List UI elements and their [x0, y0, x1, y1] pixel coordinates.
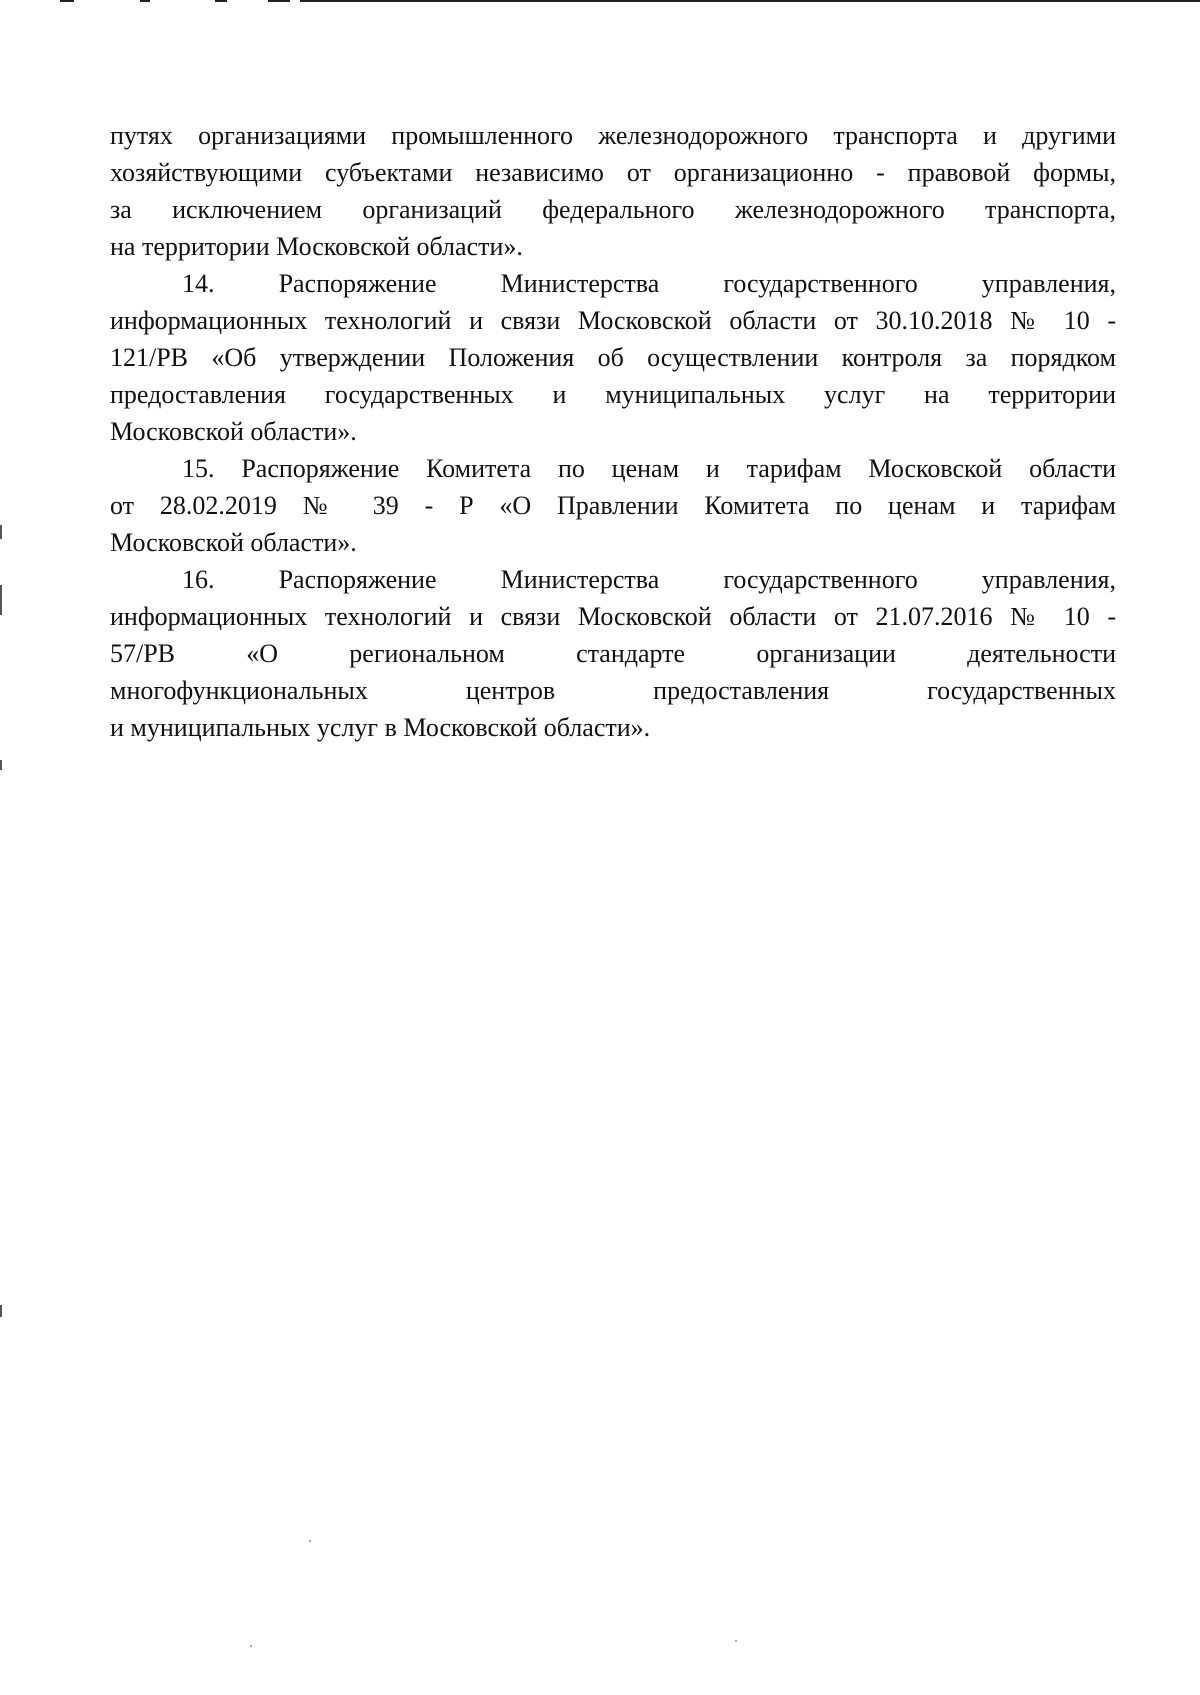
scan-edge-mark [0, 760, 2, 770]
scan-edge-line [140, 0, 150, 2]
scan-edge-line [60, 0, 74, 2]
text-line: от 28.02.2019 № 39 - Р «О Правлении Комитета по ценам и тарифам [110, 491, 1116, 520]
text-line: хозяйствующими субъектами независимо от организационно - правовой формы, [110, 158, 1116, 187]
scan-edge-mark [0, 1305, 2, 1317]
scan-edge-line [268, 0, 290, 2]
list-item-15-heading: 15. Распоряжение Комитета по ценам и тарифам Московской области [182, 454, 1116, 483]
text-line: информационных технологий и связи Московской области от 21.07.2016 № 10 - [110, 602, 1116, 631]
document-body [110, 117, 1116, 746]
text-line: Московской области». [110, 528, 357, 557]
text-line: многофункциональных центров предоставления государственных [110, 676, 1116, 705]
text-line: 121/РВ «Об утверждении Положения об осуществлении контроля за порядком [110, 343, 1116, 372]
text-line: Московской области». [110, 417, 357, 446]
list-item-16-heading: 16. Распоряжение Министерства государственного управления, [182, 565, 1116, 594]
list-item-14-heading: 14. Распоряжение Министерства государственного управления, [182, 269, 1116, 298]
text-line: на территории Московской области». [110, 232, 523, 261]
scan-edge-mark [0, 585, 2, 615]
scan-edge-line [300, 0, 1200, 2]
text-line: путях организациями промышленного железнодорожного транспорта и другими [110, 121, 1116, 150]
text-line: 57/РВ «О региональном стандарте организации деятельности [110, 639, 1116, 668]
scan-edge-line [215, 0, 227, 2]
text-line: и муниципальных услуг в Московской области». [110, 713, 651, 742]
text-line: предоставления государственных и муниципальных услуг на территории [110, 380, 1116, 409]
scan-edge-mark [0, 525, 2, 539]
scan-speck [735, 1640, 737, 1642]
text-line: за исключением организаций федерального железнодорожного транспорта, [110, 195, 1116, 224]
text-line: информационных технологий и связи Московской области от 30.10.2018 № 10 - [110, 306, 1116, 335]
scan-speck [309, 1540, 311, 1542]
scan-speck [250, 1645, 252, 1647]
